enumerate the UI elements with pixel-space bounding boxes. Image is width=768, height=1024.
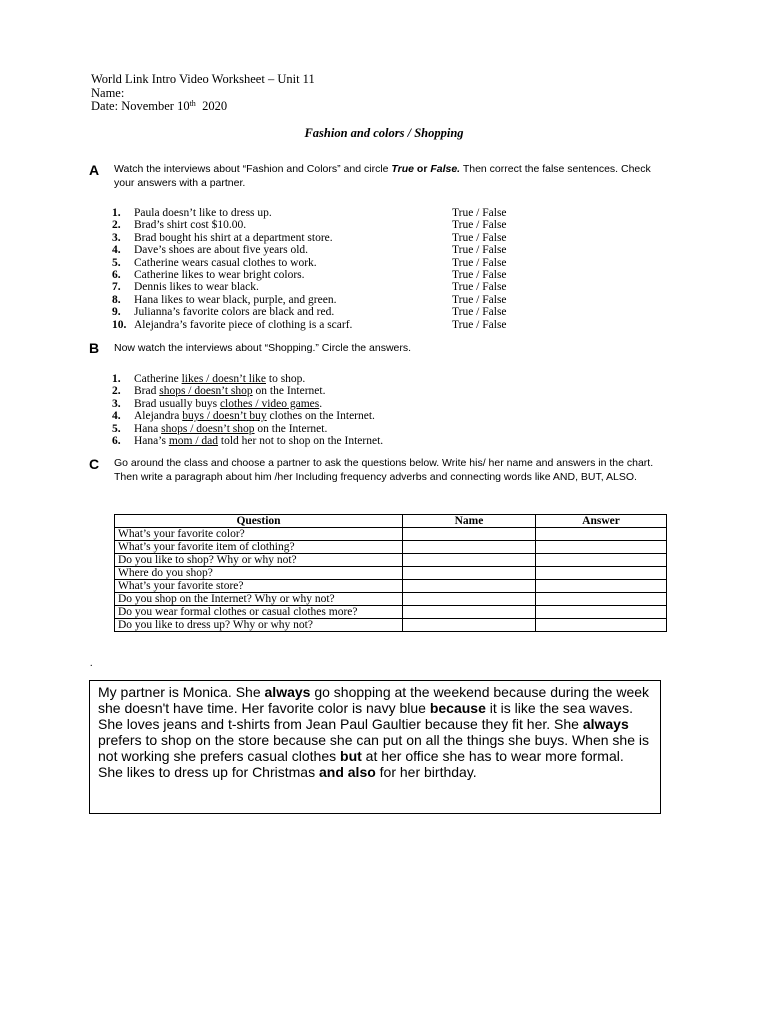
question-cell: Do you like to shop? Why or why not? [115, 554, 403, 567]
item-number: 1. [112, 207, 121, 219]
item-text: Dennis likes to wear black. [134, 281, 259, 294]
true-false-choice: True / False [452, 244, 507, 257]
answer-choice: clothes / video games [219, 397, 320, 410]
worksheet-title-line: World Link Intro Video Worksheet – Unit 11 [91, 72, 315, 86]
item-number: 4. [112, 410, 121, 423]
answer-cell[interactable] [536, 619, 667, 632]
paragraph-text: prefers to shop on the store because she can put on all the things she buys. When she is not working she prefers casual clothes [98, 732, 650, 765]
partner-interview-chart [114, 514, 667, 632]
section-c-letter: C [89, 456, 100, 472]
highlight-word: but [340, 748, 362, 765]
section-a-instructions [114, 163, 674, 190]
list-item [112, 207, 507, 219]
shopping-choice-list [112, 373, 383, 447]
item-text: Julianna’s favorite colors are black and red. [134, 306, 335, 319]
table-row [115, 593, 667, 606]
true-false-choice: True / False [452, 219, 507, 232]
table-row [115, 541, 667, 554]
item-text: Catherine likes to wear bright colors. [134, 268, 305, 281]
true-false-choice: True / False [452, 268, 507, 281]
paragraph-text: My partner is Monica. She [98, 684, 265, 700]
list-item [112, 306, 507, 319]
item-text: Alejandra’s favorite piece of clothing is a scarf. [134, 318, 353, 331]
highlight-word: always [264, 684, 311, 700]
item-text-after: to shop. [266, 373, 306, 385]
section-a-instr-part1: Watch the interviews about “Fashion and Colors” and circle [114, 163, 392, 175]
true-false-choice: True / False [452, 281, 507, 294]
answer-choice: shops / doesn’t shop [159, 385, 253, 398]
name-cell[interactable] [403, 554, 536, 567]
true-word: True [391, 163, 414, 175]
section-a-letter: A [89, 162, 100, 178]
answer-cell[interactable] [536, 567, 667, 580]
list-item [112, 373, 383, 385]
item-text-after: clothes on the Internet. [266, 410, 375, 423]
item-number: 2. [112, 219, 121, 232]
true-false-choice: True / False [452, 207, 507, 219]
table-header-row [115, 515, 667, 528]
answer-choice: shops / doesn’t shop [161, 422, 255, 435]
list-item [112, 423, 383, 435]
highlight-word: and also [318, 764, 376, 781]
item-number: 4. [112, 244, 121, 257]
item-text-before: Brad usually buys [134, 397, 220, 410]
answer-cell[interactable] [536, 593, 667, 606]
item-number: 6. [112, 434, 121, 447]
item-number: 1. [112, 373, 121, 385]
question-cell: Do you shop on the Internet? Why or why not? [115, 593, 403, 606]
answer-cell[interactable] [536, 606, 667, 619]
question-cell: Do you like to dress up? Why or why not? [115, 619, 403, 632]
true-false-list [112, 207, 507, 331]
item-text-before: Alejandra [134, 410, 183, 423]
date-year: 2020 [202, 99, 228, 114]
name-cell[interactable] [403, 619, 536, 632]
answer-choice: mom / dad [168, 434, 219, 447]
name-cell[interactable] [403, 580, 536, 593]
list-item [112, 231, 507, 244]
name-cell[interactable] [403, 528, 536, 541]
highlight-word: always [582, 716, 629, 733]
date-line [91, 100, 315, 114]
column-header-question: Question [115, 515, 403, 528]
item-text-before: Catherine [134, 373, 182, 385]
name-cell[interactable] [403, 606, 536, 619]
item-number: 5. [112, 256, 121, 269]
table-row [115, 567, 667, 580]
item-text-after: told her not to shop on the Internet. [218, 434, 384, 447]
item-text: Brad bought his shirt at a department store. [134, 231, 333, 244]
name-cell[interactable] [403, 593, 536, 606]
question-cell: Do you wear formal clothes or casual clothes more? [115, 606, 403, 619]
date-suffix: th [189, 99, 196, 109]
true-false-choice: True / False [452, 231, 507, 244]
list-item [112, 385, 383, 397]
item-number: 3. [112, 231, 121, 244]
question-cell: What’s your favorite store? [115, 580, 403, 593]
name-label: Name: [91, 85, 125, 100]
table-row [115, 619, 667, 632]
true-false-choice: True / False [452, 306, 507, 319]
answer-choice: likes / doesn’t like [181, 373, 267, 385]
paragraph-text: for her birthday. [375, 764, 477, 781]
list-item [112, 244, 507, 257]
item-number: 6. [112, 268, 121, 281]
list-item [112, 256, 507, 269]
true-false-choice: True / False [452, 318, 507, 331]
item-text: Paula doesn’t like to dress up. [134, 207, 272, 219]
paragraph-text: it is like the sea waves. She loves jeans and t-shirts from Jean Paul Gaultier because they fit her. She [98, 700, 633, 733]
item-text-after: on the Internet. [252, 385, 326, 398]
true-false-choice: True / False [452, 256, 507, 269]
table-row [115, 606, 667, 619]
worksheet-header [91, 73, 315, 114]
table-row [115, 554, 667, 567]
item-number: 7. [112, 281, 121, 294]
section-b-letter: B [89, 340, 100, 356]
highlight-word: because [429, 700, 486, 717]
list-item [112, 318, 507, 331]
paragraph-text: at her office she has to wear more formal. She likes to dress up for Christmas [98, 748, 624, 781]
table-row [115, 528, 667, 541]
item-text: Catherine wears casual clothes to work. [134, 256, 317, 269]
answer-cell[interactable] [536, 528, 667, 541]
or-word: or [413, 163, 431, 175]
question-cell: Where do you shop? [115, 567, 403, 580]
item-text-before: Hana [134, 422, 162, 435]
item-number: 5. [112, 422, 121, 435]
column-header-answer: Answer [536, 515, 667, 528]
item-text: Dave’s shoes are about five years old. [134, 244, 309, 257]
list-item [112, 398, 383, 410]
item-text: Brad’s shirt cost $10.00. [134, 219, 247, 232]
table-row [115, 580, 667, 593]
column-header-name: Name [403, 515, 536, 528]
list-item [112, 268, 507, 281]
section-c-instructions: Go around the class and choose a partner to ask the questions below. Write his/ her name and answers in the chart. Then write a paragraph about him /her Including frequency adverbs and connecting words like AND, BUT, ALSO. [114, 457, 654, 483]
answer-cell[interactable] [536, 580, 667, 593]
page-title: Fashion and colors / Shopping [304, 126, 464, 140]
item-text-before: Hana’s [134, 434, 169, 447]
section-b-instructions: Now watch the interviews about “Shopping.” Circle the answers. [114, 342, 412, 354]
item-text-after: on the Internet. [254, 422, 328, 435]
item-number: 9. [112, 306, 121, 319]
false-word: False. [430, 163, 461, 175]
item-text: Hana likes to wear black, purple, and green. [134, 293, 337, 306]
list-item [112, 219, 507, 232]
stray-mark: . [90, 658, 93, 669]
question-cell: What’s your favorite item of clothing? [115, 541, 403, 554]
true-false-choice: True / False [452, 293, 507, 306]
list-item [112, 293, 507, 306]
list-item [112, 435, 383, 447]
answer-cell[interactable] [536, 554, 667, 567]
item-number: 2. [112, 385, 121, 398]
section-a-instr-part2: Then correct the false sentences. Check your answers with a partner. [114, 163, 651, 189]
item-number: 10. [112, 318, 127, 331]
item-text-before: Brad [134, 385, 160, 398]
partner-paragraph-box [89, 680, 661, 814]
answer-cell[interactable] [536, 541, 667, 554]
date-prefix: Date: November 10 [91, 99, 190, 114]
name-cell[interactable] [403, 567, 536, 580]
item-number: 8. [112, 293, 121, 306]
list-item [112, 410, 383, 422]
item-text-after: . [319, 397, 323, 410]
list-item [112, 281, 507, 294]
paragraph-text: go shopping at the weekend because during the week she doesn't have time. Her favorite color is navy blue [98, 684, 650, 717]
name-cell[interactable] [403, 541, 536, 554]
item-number: 3. [112, 397, 121, 410]
question-cell: What’s your favorite color? [115, 528, 403, 541]
answer-choice: buys / doesn’t buy [182, 410, 267, 423]
